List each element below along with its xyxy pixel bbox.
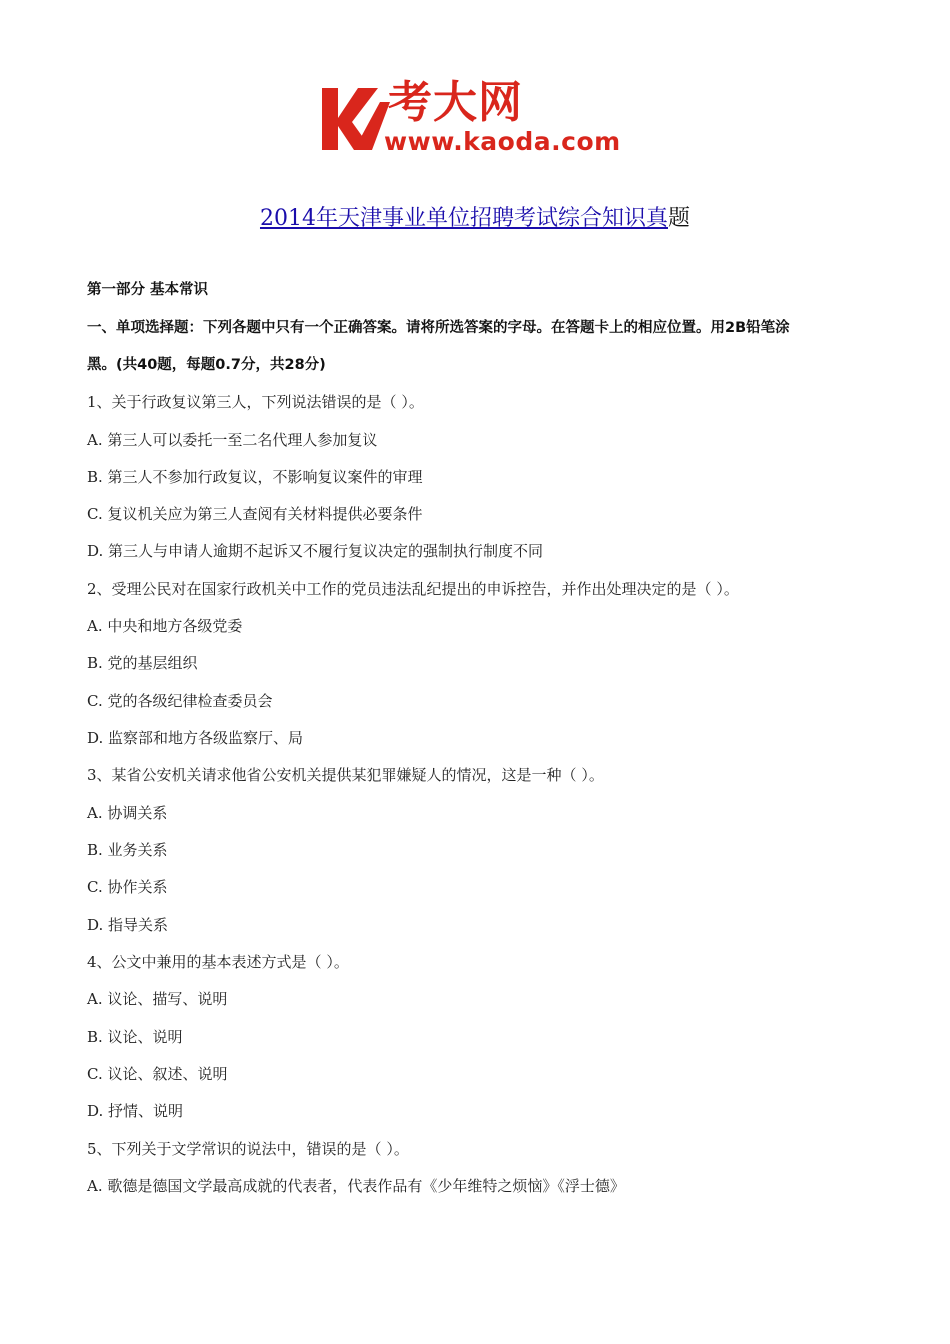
question-stem: 4、公文中兼用的基本表述方式是（ ）。	[87, 953, 349, 971]
instruction-line-1: 一、单项选择题：下列各题中只有一个正确答案。请将所选答案的字母。在答题卡上的相应位置。用2B铅笔涂	[87, 320, 790, 336]
kaoda-logo	[318, 78, 640, 160]
option: A. 第三人可以委托一至二名代理人参加复议	[87, 431, 378, 449]
option: D. 指导关系	[87, 916, 169, 934]
part-heading: 第一部分 基本常识	[87, 282, 209, 298]
option: D. 监察部和地方各级监察厅、局	[87, 729, 304, 747]
option: C. 党的各级纪律检查委员会	[87, 692, 273, 710]
logo-chinese-name: 考大网	[388, 77, 523, 128]
option: D. 抒情、说明	[87, 1102, 184, 1120]
option: C. 复议机关应为第三人查阅有关材料提供必要条件	[87, 505, 423, 523]
option: C. 协作关系	[87, 878, 168, 896]
option: A. 协调关系	[87, 804, 168, 822]
question-stem: 1、关于行政复议第三人，下列说法错误的是（ ）。	[87, 393, 424, 411]
question-stem: 3、某省公安机关请求他省公安机关提供某犯罪嫌疑人的情况，这是一种（ ）。	[87, 766, 604, 784]
option: A. 中央和地方各级党委	[87, 617, 243, 635]
option: B. 第三人不参加行政复议，不影响复议案件的审理	[87, 468, 423, 486]
option: A. 议论、描写、说明	[87, 990, 228, 1008]
option: C. 议论、叙述、说明	[87, 1065, 228, 1083]
title-link[interactable]: 2014年天津事业单位招聘考试综合知识真	[259, 206, 668, 231]
title-tail: 题	[667, 206, 690, 231]
logo-url: www.kaoda.com	[384, 127, 621, 156]
option: A. 歌德是德国文学最高成就的代表者，代表作品有《少年维特之烦恼》《浮士德》	[87, 1177, 625, 1195]
option: B. 党的基层组织	[87, 654, 198, 672]
instruction-line-2: 黑。(共40题，每题0.7分，共28分)	[87, 357, 326, 373]
k-logo-icon	[318, 82, 394, 154]
page-title	[0, 203, 950, 235]
option: B. 议论、说明	[87, 1028, 183, 1046]
option: D. 第三人与申请人逾期不起诉又不履行复议决定的强制执行制度不同	[87, 542, 544, 560]
question-stem: 5、下列关于文学常识的说法中，错误的是（ ）。	[87, 1140, 409, 1158]
option: B. 业务关系	[87, 841, 168, 859]
question-stem: 2、受理公民对在国家行政机关中工作的党员违法乱纪提出的申诉控告，并作出处理决定的是（ ）。	[87, 580, 739, 598]
